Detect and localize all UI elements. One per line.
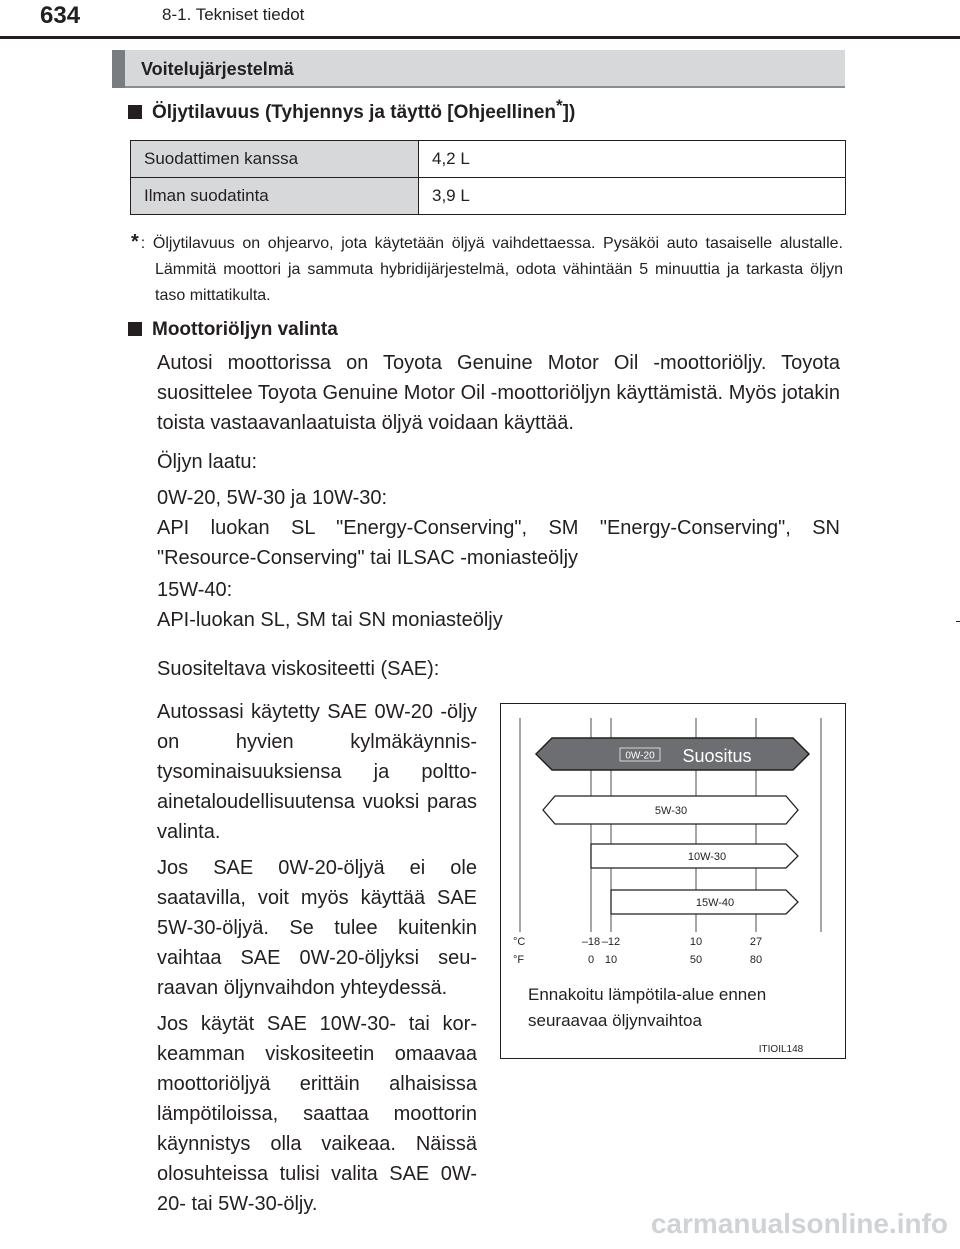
tick-f-10: 10 xyxy=(604,954,618,966)
capacity-heading xyxy=(128,96,575,124)
oil-capacity-table xyxy=(130,140,846,215)
section-bar xyxy=(112,50,845,88)
grade-spec: API luokan SL "Energy-Conserving", SM "Energy-Conserving", SN "Resource-Conserving" tai ILSAC -moniasteöljy xyxy=(157,517,840,569)
temperature-axis xyxy=(513,936,762,966)
paragraph-viscosity-label: Suositeltava viskositeetti (SAE): xyxy=(157,658,440,680)
bar-5w30 xyxy=(543,796,798,824)
table-cell-label: Suodattimen kanssa xyxy=(131,141,419,178)
header-rule xyxy=(0,36,960,39)
bar-15w40-label: 15W-40 xyxy=(695,897,735,909)
tick-c-27: 27 xyxy=(749,936,763,948)
footnote-mark: * xyxy=(131,231,139,253)
bar-5w30-label: 5W-30 xyxy=(654,805,688,817)
grade-spec: API-luokan SL, SM tai SN moniasteöljy xyxy=(157,609,503,631)
chart-caption: Ennakoitu lämpötila-alue ennen seuraavaa öljynvaihtoa xyxy=(528,985,767,1030)
paragraph-grade-group-2 xyxy=(157,575,840,635)
bar-0w20-recommended-label: Suositus xyxy=(682,746,752,766)
capacity-heading-end: ]) xyxy=(562,102,576,123)
table-row xyxy=(131,178,846,215)
tick-c-minus12: –12 xyxy=(601,936,621,948)
bar-0w20-label: 0W-20 xyxy=(625,750,655,762)
table-cell-value: 4,2 L xyxy=(419,141,846,178)
footnote-body xyxy=(131,229,843,309)
unit-celsius: °C xyxy=(513,936,526,948)
bar-10w30 xyxy=(591,844,798,868)
viscosity-chart xyxy=(500,703,846,1059)
paragraph-10w30-note: Jos käytät SAE 10W-30- tai korkeamman viskositeetin omaavaa moottoriöljyä erittäin alhaisissa lämpötiloissa, saattaa moottorin käynnistys olla vaikeaa. Näissä olosuhteissa tulisi valita SAE 0W-20- tai 5W-30-öljy. xyxy=(157,1013,477,1215)
figure-id: ITIOIL148 xyxy=(758,1044,804,1055)
tick-c-minus18: –18 xyxy=(581,936,601,948)
paragraph-oil-quality: Öljyn laatu: xyxy=(157,451,258,473)
unit-fahrenheit: °F xyxy=(513,954,525,966)
table-cell-label: Ilman suodatinta xyxy=(131,178,419,215)
grade-list: 15W-40: xyxy=(157,579,233,601)
square-bullet-icon xyxy=(128,322,142,336)
margin-tick xyxy=(956,621,960,622)
selection-heading xyxy=(128,319,338,341)
tick-f-50: 50 xyxy=(689,954,703,966)
square-bullet-icon xyxy=(128,105,142,119)
bar-10w30-label: 10W-30 xyxy=(687,851,727,863)
paragraph-5w30-note: Jos SAE 0W-20-öljyä ei ole saatavilla, voit myös käyttää SAE 5W-30-öljyä. Se tulee kuitenkin vaihtaa SAE 0W-20-öljyksi seuraavan öljynvaihdon yhteydessä. xyxy=(157,857,477,999)
footnote xyxy=(131,229,843,309)
watermark: carmanualsonline.info xyxy=(650,1208,948,1239)
asterisk-mark: * xyxy=(556,96,563,115)
page-number: 634 xyxy=(40,2,81,29)
tick-c-10: 10 xyxy=(689,936,703,948)
table-row xyxy=(131,141,846,178)
bar-0w20 xyxy=(536,738,809,770)
grade-list: 0W-20, 5W-30 ja 10W-30: xyxy=(157,487,388,509)
section-title: Voitelujärjestelmä xyxy=(141,59,294,79)
bar-0w20-shape xyxy=(536,738,809,770)
chapter-title: 8-1. Tekniset tiedot xyxy=(162,5,305,24)
paragraph-grade-group-1 xyxy=(157,483,840,573)
selection-heading-text: Moottoriöljyn valinta xyxy=(152,319,338,340)
bar-15w40 xyxy=(611,890,798,914)
paragraph-intro: Autosi moottorissa on Toyota Genuine Motor Oil -moottoriöljy. Toyota suosittelee Toyota Genuine Motor Oil -moottoriöljyn käyttämistä. Myös jotakin toista vastaavanlaatuista öljyä voidaan käyttää. xyxy=(157,352,840,434)
section-bar-body xyxy=(125,50,845,88)
tick-f-0: 0 xyxy=(587,954,595,966)
paragraph-0w20-note: Autossasi käytetty SAE 0W-20 -öljy on hyvien kylmäkäynnistysominaisuuksiensa ja polttoainetaloudellisuutensa vuoksi paras valinta. xyxy=(157,701,477,843)
tick-f-80: 80 xyxy=(749,954,763,966)
footnote-text: : Öljytilavuus on ohjearvo, jota käytetään öljyä vaihdettaessa. Pysäköi auto tasaiselle alustalle. Lämmitä moottori ja sammuta hybridijärjestelmä, odota vähintään 5 minuuttia ja tarkasta öljyn taso mittatikulta. xyxy=(140,235,843,304)
table-cell-value: 3,9 L xyxy=(419,178,846,215)
capacity-heading-text: Öljytilavuus (Tyhjennys ja täyttö [Ohjeellinen xyxy=(152,102,557,123)
section-bar-accent xyxy=(112,50,125,88)
